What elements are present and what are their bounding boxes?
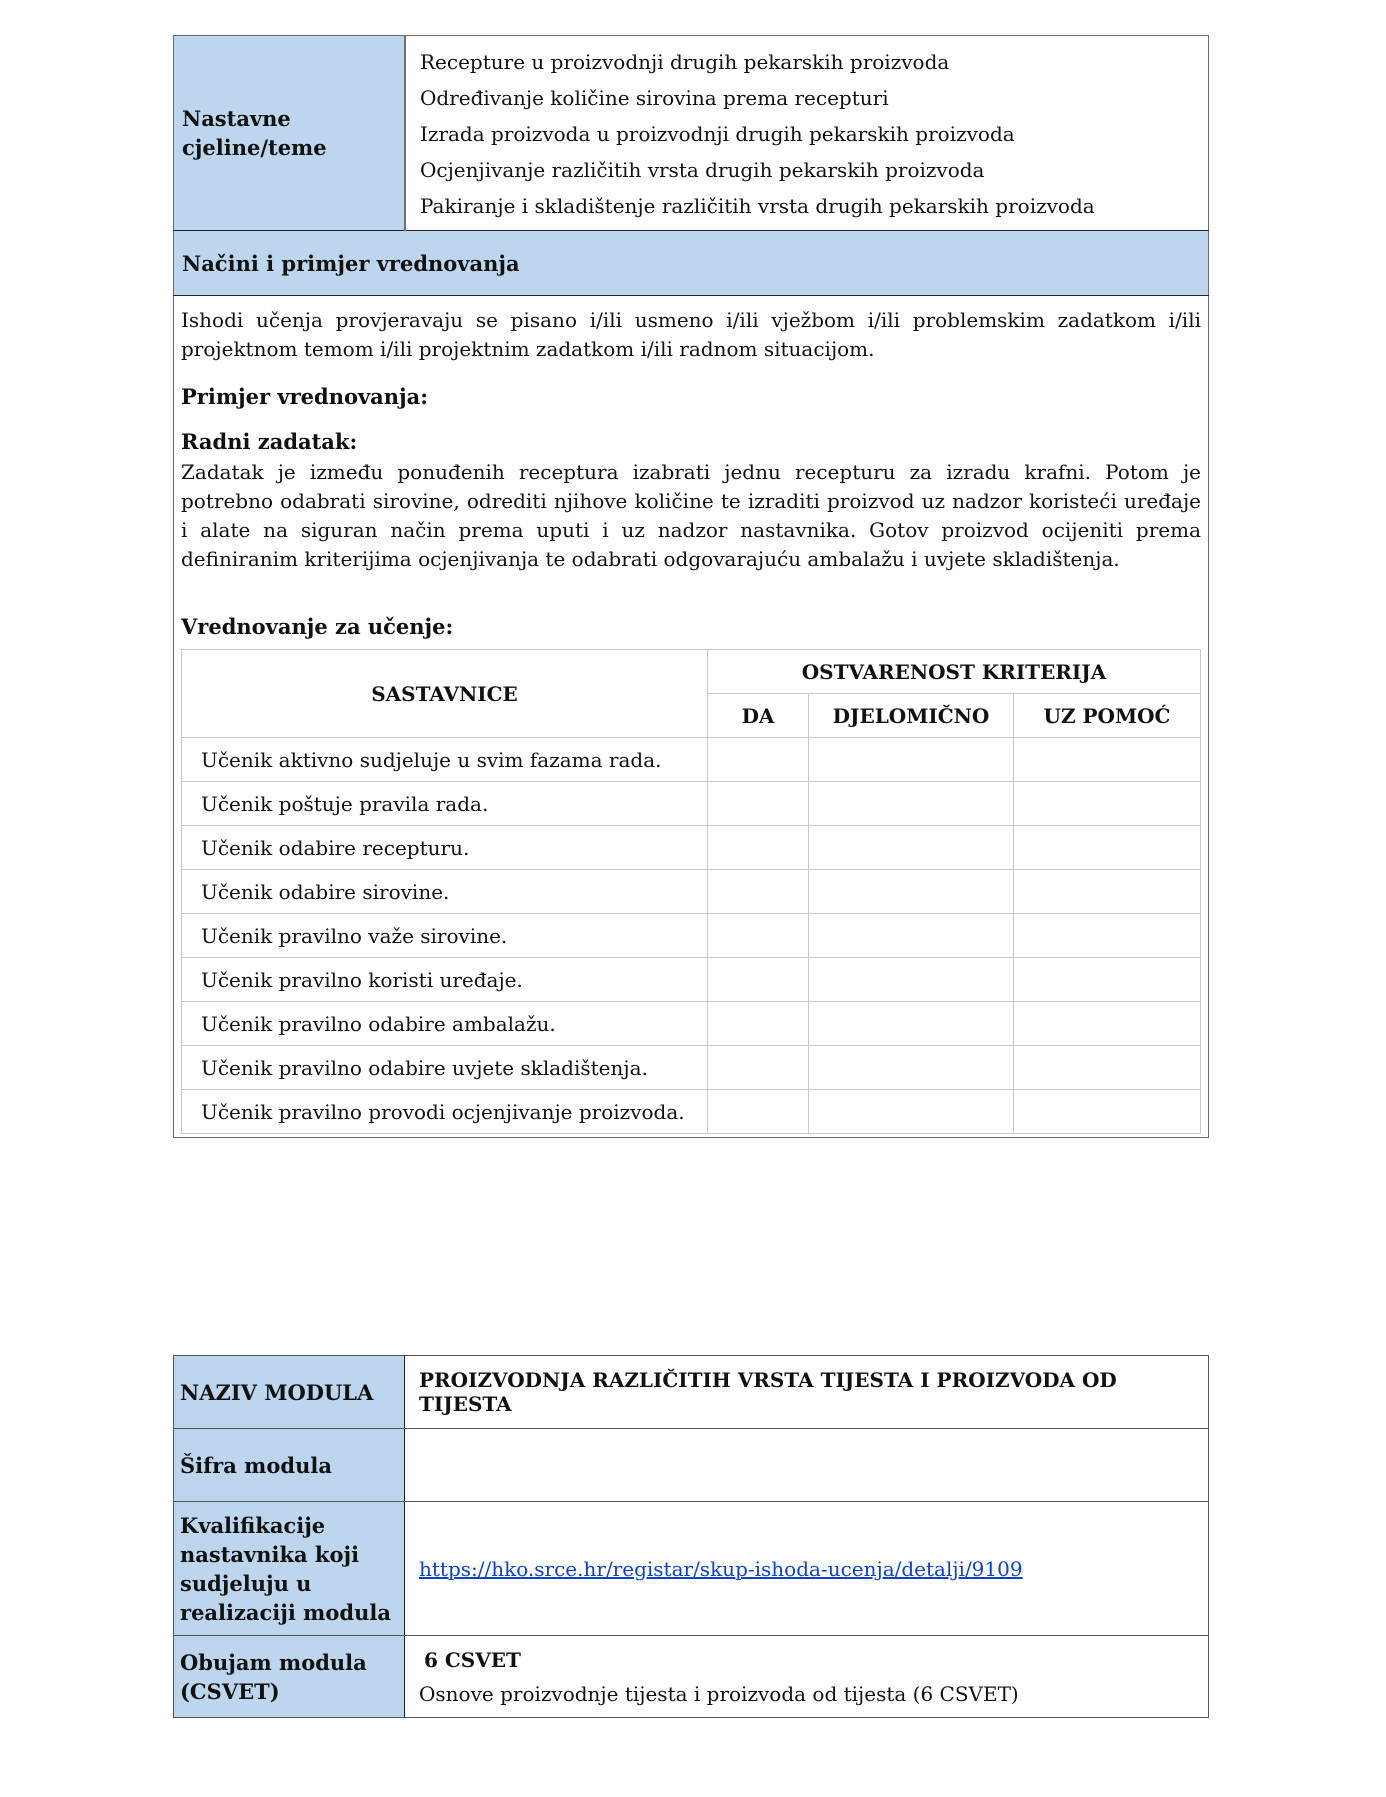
topics-label: Nastavne cjeline/teme [174, 36, 406, 231]
criterion-label: Učenik pravilno koristi uređaje. [182, 958, 708, 1002]
learning-eval-heading: Vrednovanje za učenje: [181, 614, 454, 639]
module-table [173, 1355, 1209, 1718]
module-code-row [174, 1429, 1209, 1502]
topic-item: Pakiranje i skladištenje različitih vrsta drugih pekarskih proizvoda [420, 194, 1095, 218]
section-heading: Načini i primjer vrednovanja [174, 231, 1209, 296]
criterion-label: Učenik poštuje pravila rada. [182, 782, 708, 826]
table-row [182, 958, 1201, 1002]
volume-total: 6 CSVET [424, 1647, 521, 1672]
partial-cell[interactable] [809, 738, 1014, 782]
task-text: Zadatak je između ponuđenih receptura izabrati jednu recepturu za izradu krafni. Potom je potrebno odabrati sirovine, odrediti njihove količine te izraditi proizvod uz nadzor koristeći uređaje i alate na siguran način prema uputi i uz nadzor nastavnika. Gotov proizvod ocijeniti prema definiranim kriterijima ocjenjivanja te odabrati odgovarajuću ambalažu i uvjete skladištenja. [181, 460, 1201, 571]
evaluation-table [181, 649, 1201, 1134]
partial-cell[interactable] [809, 1002, 1014, 1046]
criterion-label: Učenik pravilno provodi ocjenjivanje proizvoda. [182, 1090, 708, 1134]
criterion-label: Učenik aktivno sudjeluje u svim fazama rada. [182, 738, 708, 782]
volume-value [405, 1636, 1209, 1718]
yes-cell[interactable] [708, 958, 809, 1002]
criterion-label: Učenik odabire recepturu. [182, 826, 708, 870]
yes-cell[interactable] [708, 1046, 809, 1090]
example-heading: Primjer vrednovanja: [181, 384, 429, 409]
components-header: SASTAVNICE [182, 650, 708, 738]
yes-cell[interactable] [708, 870, 809, 914]
with-help-cell[interactable] [1014, 914, 1201, 958]
topic-item: Ocjenjivanje različitih vrsta drugih pekarskih proizvoda [420, 158, 985, 182]
document-page [173, 35, 1209, 1706]
criterion-label: Učenik pravilno važe sirovine. [182, 914, 708, 958]
criterion-label: Učenik pravilno odabire uvjete skladištenja. [182, 1046, 708, 1090]
with-help-cell[interactable] [1014, 1002, 1201, 1046]
assessment-body-row [174, 296, 1209, 1138]
topics-list [405, 36, 1209, 231]
yes-cell[interactable] [708, 914, 809, 958]
yes-cell[interactable] [708, 1002, 809, 1046]
volume-detail: Osnove proizvodnje tijesta i proizvoda od tijesta (6 CSVET) [419, 1681, 1019, 1706]
yes-cell[interactable] [708, 738, 809, 782]
partial-cell[interactable] [809, 958, 1014, 1002]
table-row [182, 1002, 1201, 1046]
module-code-label: Šifra modula [174, 1429, 405, 1502]
table-row [182, 782, 1201, 826]
partial-cell[interactable] [809, 870, 1014, 914]
partial-cell[interactable] [809, 1046, 1014, 1090]
topics-row [174, 36, 1209, 231]
volume-row [174, 1636, 1209, 1718]
qualifications-label: Kvalifikacije nastavnika koji sudjeluju u realizaciji modula [174, 1502, 405, 1636]
qualifications-row [174, 1502, 1209, 1636]
criteria-group-header: OSTVARENOST KRITERIJA [708, 650, 1201, 694]
assessment-body [174, 296, 1209, 1138]
section-heading-row [174, 231, 1209, 296]
with-help-cell[interactable] [1014, 1090, 1201, 1134]
yes-cell[interactable] [708, 782, 809, 826]
yes-cell[interactable] [708, 1090, 809, 1134]
topic-item: Određivanje količine sirovina prema recepturi [420, 86, 889, 110]
partial-header: DJELOMIČNO [809, 694, 1014, 738]
with-help-cell[interactable] [1014, 1046, 1201, 1090]
task-heading: Radni zadatak: [181, 429, 358, 454]
module-name-value: PROIZVODNJA RAZLIČITIH VRSTA TIJESTA I PROIZVODA OD TIJESTA [405, 1356, 1209, 1429]
table-row [182, 1046, 1201, 1090]
with-help-cell[interactable] [1014, 826, 1201, 870]
with-help-cell[interactable] [1014, 738, 1201, 782]
partial-cell[interactable] [809, 782, 1014, 826]
criterion-label: Učenik pravilno odabire ambalažu. [182, 1002, 708, 1046]
table-row [182, 826, 1201, 870]
with-help-header: UZ POMOĆ [1014, 694, 1201, 738]
topic-item: Izrada proizvoda u proizvodnji drugih pekarskih proizvoda [420, 122, 1015, 146]
table-row [182, 738, 1201, 782]
table-row [182, 914, 1201, 958]
topics-table [173, 35, 1209, 1138]
partial-cell[interactable] [809, 826, 1014, 870]
yes-header: DA [708, 694, 809, 738]
qualifications-link[interactable]: https://hko.srce.hr/registar/skup-ishoda-ucenja/detalji/9109 [419, 1556, 1023, 1581]
with-help-cell[interactable] [1014, 958, 1201, 1002]
assessment-methods-text: Ishodi učenja provjeravaju se pisano i/ili usmeno i/ili vježbom i/ili problemskim zadatkom i/ili projektnom temom i/ili projektnim zadatkom i/ili radnom situacijom. [181, 308, 1201, 361]
table-row [182, 1090, 1201, 1134]
module-name-row [174, 1356, 1209, 1429]
criterion-label: Učenik odabire sirovine. [182, 870, 708, 914]
module-name-label: NAZIV MODULA [174, 1356, 405, 1429]
module-code-value [405, 1429, 1209, 1502]
table-row [182, 870, 1201, 914]
partial-cell[interactable] [809, 1090, 1014, 1134]
eval-header-row [182, 650, 1201, 694]
volume-label: Obujam modula (CSVET) [174, 1636, 405, 1718]
with-help-cell[interactable] [1014, 870, 1201, 914]
qualifications-value [405, 1502, 1209, 1636]
topic-item: Recepture u proizvodnji drugih pekarskih proizvoda [420, 50, 950, 74]
with-help-cell[interactable] [1014, 782, 1201, 826]
partial-cell[interactable] [809, 914, 1014, 958]
yes-cell[interactable] [708, 826, 809, 870]
